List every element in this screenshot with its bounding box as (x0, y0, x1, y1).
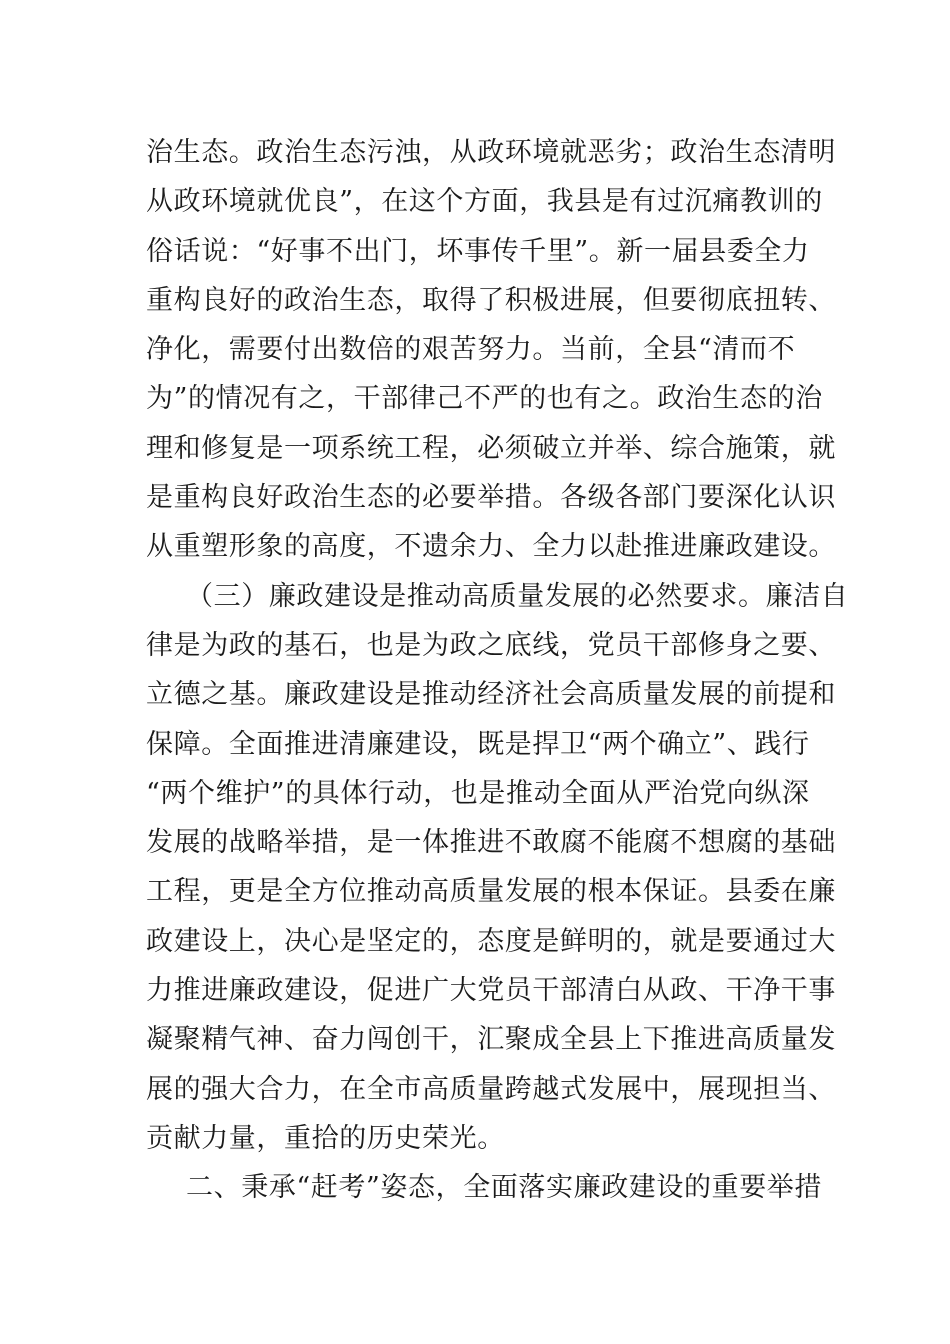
text-line: 力推进廉政建设，促进广大党员干部清白从政、干净干事 (146, 975, 836, 1007)
text-line: 政建设上，决心是坚定的，态度是鲜明的，就是要通过大 (146, 925, 836, 957)
body-text (146, 128, 849, 1213)
text-line: 发展的战略举措，是一体推进不敢腐不能腐不想腐的基础 (146, 827, 836, 859)
text-line: 贡献力量，重拾的历史荣光。 (146, 1122, 505, 1154)
paragraph-first-line: （三）廉政建设是推动高质量发展的必然要求。廉洁自 (186, 580, 849, 612)
text-line: 从重塑形象的高度，不遗余力、全力以赴推进廉政建设。 (146, 531, 836, 563)
text-line: 重构良好的政治生态，取得了积极进展，但要彻底扭转、 (146, 284, 836, 316)
text-line: 工程，更是全方位推动高质量发展的根本保证。县委在廉 (146, 876, 836, 908)
text-line: 立德之基。廉政建设是推动经济社会高质量发展的前提和 (146, 679, 836, 711)
text-line: 展的强大合力，在全市高质量跨越式发展中，展现担当、 (146, 1073, 836, 1105)
paragraph-first-line: 二、秉承“赶考”姿态，全面落实廉政建设的重要举措 (186, 1172, 823, 1204)
text-line: 保障。全面推进清廉建设，既是捍卫“两个确立”、践行 (146, 728, 810, 760)
text-line: 凝聚精气神、奋力闯创干，汇聚成全县上下推进高质量发 (146, 1024, 836, 1056)
text-line: 从政环境就优良”，在这个方面，我县是有过沉痛教训的 (146, 186, 823, 218)
text-line: “两个维护”的具体行动，也是推动全面从严治党向纵深 (146, 777, 810, 809)
text-line: 治生态。政治生态污浊，从政环境就恶劣；政治生态清明 (146, 137, 836, 168)
text-line: 是重构良好政治生态的必要举措。各级各部门要深化认识 (146, 482, 836, 514)
text-line: 律是为政的基石，也是为政之底线，党员干部修身之要、 (146, 629, 836, 661)
text-line: 净化，需要付出数倍的艰苦努力。当前，全县“清而不 (146, 334, 796, 366)
text-line: 俗话说：“好事不出门，坏事传千里”。新一届县委全力 (146, 235, 810, 267)
text-line: 为”的情况有之，干部律己不严的也有之。政治生态的治 (146, 383, 823, 415)
text-line: 理和修复是一项系统工程，必须破立并举、综合施策，就 (146, 432, 836, 464)
